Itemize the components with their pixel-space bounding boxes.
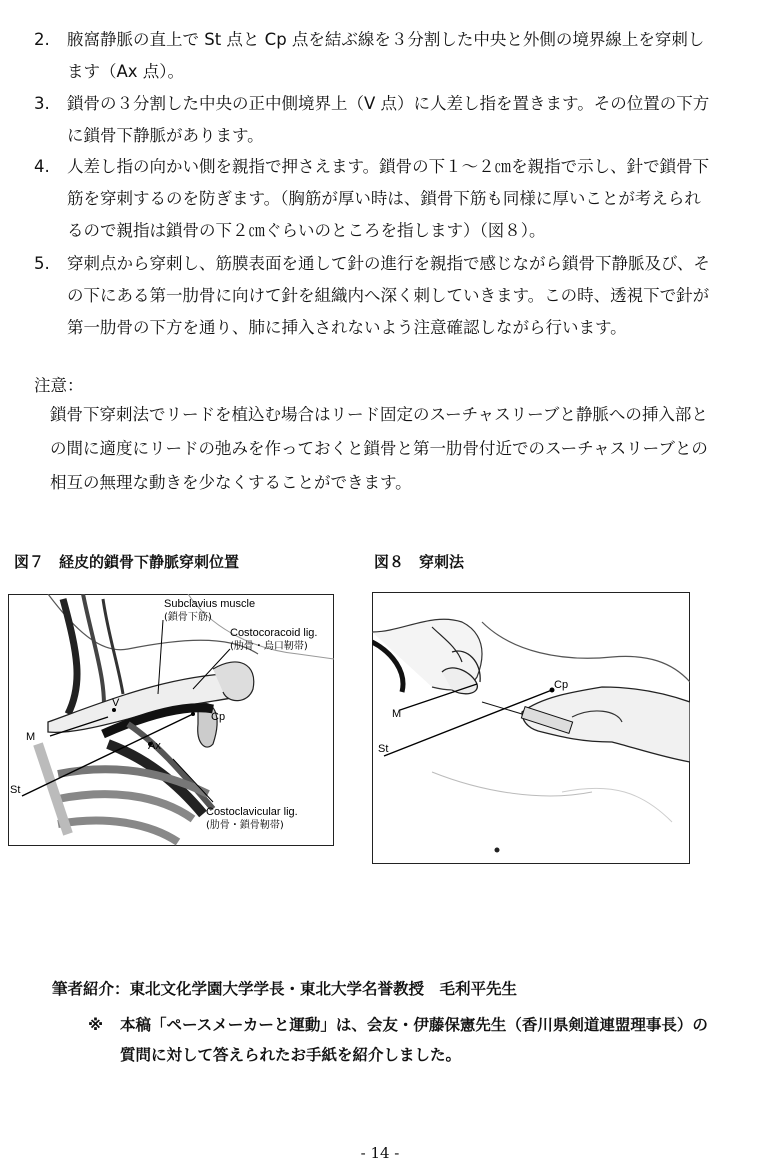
step-text: 腋窩静脈の直上で St 点と Cp 点を結ぶ線を３分割した中央と外側の境界線上を穿刺します（Ax 点）。 bbox=[67, 30, 705, 81]
figure-8-caption: 図８ 穿刺法 bbox=[374, 553, 465, 571]
step-3 bbox=[34, 88, 714, 152]
step-text: 鎖骨の３分割した中央の正中側境界上（V 点）に人差し指を置きます。その位置の下方に鎖骨下静脈があります。 bbox=[67, 94, 710, 145]
step-number: 2. bbox=[34, 30, 50, 49]
step-number: 5. bbox=[34, 254, 50, 273]
remark bbox=[88, 1010, 708, 1070]
step-text: 穿刺点から穿刺し、筋膜表面を通して針の進行を親指で感じながら鎖骨下静脈及び、その下にある第一肋骨に向けて針を組織内へ深く刺していきます。この時、透視下で針が第一肋骨の下方を通り、肺に挿入されないよう注意確認しながら行います。 bbox=[67, 254, 710, 337]
remark-mark: ※ bbox=[88, 1016, 104, 1034]
note-heading: 注意： bbox=[34, 376, 84, 395]
label-ax: Ax bbox=[148, 740, 161, 752]
step-text: 人差し指の向かい側を親指で押さえます。鎖骨の下１～２㎝を親指で示し、針で鎖骨下筋を穿刺するのを防ぎます。（胸筋が厚い時は、鎖骨下筋も同様に厚いことが考えられるので親指は鎖骨の下２㎝ぐらいのところを指します）（図８）。 bbox=[67, 157, 710, 240]
label-costoclavicular-en: Costoclavicular lig. bbox=[206, 806, 298, 818]
step-5 bbox=[34, 248, 714, 344]
label-st: St bbox=[10, 784, 21, 796]
figure-7-caption: 図７ 経皮的鎖骨下静脈穿刺位置 bbox=[14, 553, 240, 571]
step-number: 4. bbox=[34, 157, 50, 176]
figure-8-illustration bbox=[372, 592, 690, 864]
step-number: 3. bbox=[34, 94, 50, 113]
label-v: V bbox=[112, 697, 120, 709]
label-costoclavicular-jp: (肋骨・鎖骨靭帯) bbox=[206, 820, 284, 831]
remark-text: 本稿「ペースメーカーと運動」は、会友・伊藤保憲先生（香川県剣道連盟理事長）の質問に対して答えられたお手紙を紹介しました。 bbox=[120, 1016, 708, 1064]
label-cp: Cp bbox=[211, 711, 226, 723]
label-costocoracoid-en: Costocoracoid lig. bbox=[230, 627, 318, 639]
page-number: - 14 - bbox=[360, 1144, 400, 1162]
author-intro: 筆者紹介：東北文化学園大学学長・東北大学名誉教授 毛利平先生 bbox=[52, 980, 518, 998]
step-4 bbox=[34, 151, 714, 247]
fig8-label-cp: Cp bbox=[554, 679, 569, 691]
figure-7-illustration bbox=[8, 594, 334, 846]
note-text: 鎖骨下穿刺法でリードを植込む場合はリード固定のスーチャスリーブと静脈への挿入部との間に適度にリードの弛みを作っておくと鎖骨と第一肋骨付近でのスーチャスリーブとの相互の無理な動きを少なくすることができます。 bbox=[50, 405, 708, 492]
label-costocoracoid-jp: (肋骨・烏口靭帯) bbox=[230, 641, 308, 652]
step-2 bbox=[34, 24, 714, 88]
fig8-label-st: St bbox=[378, 743, 389, 755]
label-m: M bbox=[26, 731, 36, 743]
fig8-label-m: M bbox=[392, 708, 402, 720]
label-subclavius-en: Subclavius muscle bbox=[164, 598, 256, 610]
label-subclavius-jp: (鎖骨下筋) bbox=[164, 612, 212, 623]
